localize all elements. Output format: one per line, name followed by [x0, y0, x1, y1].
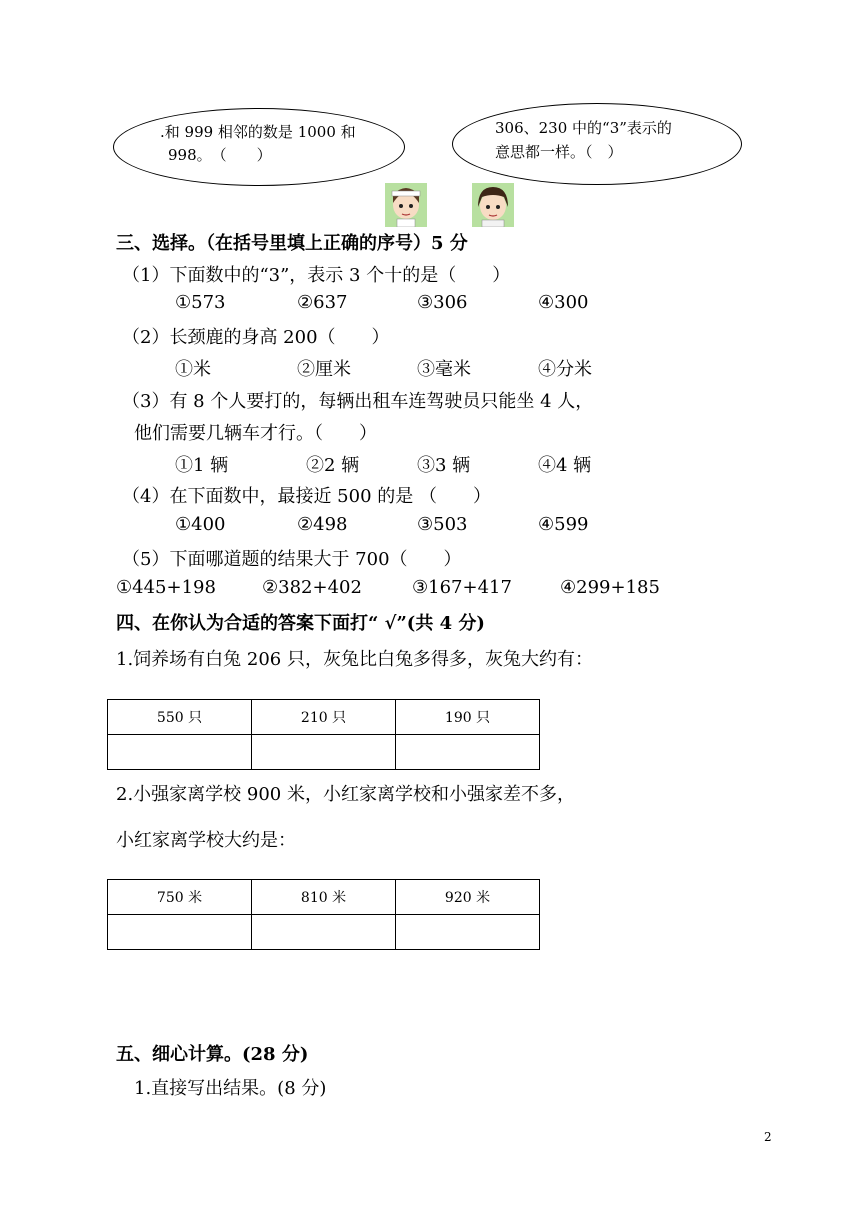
section4-question-2: 2.小强家离学校 900 米，小红家离学校和小强家差不多，	[116, 784, 575, 805]
table2-answer-cell-2[interactable]	[252, 915, 396, 950]
bubble-left-line2: 998。 （ ）	[168, 146, 272, 164]
q1-option-3: ③306	[417, 292, 468, 313]
table2-option-2: 810 米	[252, 880, 396, 915]
q2-option-2: ②厘米	[297, 359, 351, 380]
q3-option-4: ④4 辆	[538, 455, 592, 476]
table1-answer-cell-3[interactable]	[396, 735, 540, 770]
table1-option-1: 550 只	[108, 700, 252, 735]
q3-option-1: ①1 辆	[175, 455, 229, 476]
section3-heading: 三、选择。（在括号里填上正确的序号）5 分	[116, 233, 468, 254]
section5-heading: 五、细心计算。(28 分)	[116, 1044, 309, 1065]
q1-option-4: ④300	[538, 292, 589, 313]
question-3: （3）有 8 个人要打的，每辆出租车连驾驶员只能坐 4 人，	[122, 391, 594, 412]
section4-question-1: 1.饲养场有白兔 206 只，灰兔比白兔多得多，灰兔大约有：	[116, 649, 593, 670]
section4-heading: 四、在你认为合适的答案下面打“ √”(共 4 分)	[116, 613, 485, 634]
q1-option-1: ①573	[175, 292, 226, 313]
q4-option-1: ①400	[175, 514, 226, 535]
section4-question-2-line2: 小红家离学校大约是：	[116, 830, 296, 851]
question-5: （5）下面哪道题的结果大于 700（ ）	[122, 549, 462, 570]
table1-option-2: 210 只	[252, 700, 396, 735]
table1-answer-cell-1[interactable]	[108, 735, 252, 770]
q2-option-3: ③毫米	[417, 359, 471, 380]
table2-option-3: 920 米	[396, 880, 540, 915]
answer-table-1	[107, 699, 540, 770]
q4-option-2: ②498	[297, 514, 348, 535]
boy-avatar-icon	[472, 183, 514, 227]
answer-table-2	[107, 879, 540, 950]
table2-option-1: 750 米	[108, 880, 252, 915]
q5-option-4: ④299+185	[560, 577, 660, 598]
q2-option-4: ④分米	[538, 359, 592, 380]
table1-option-3: 190 只	[396, 700, 540, 735]
q3-option-3: ③3 辆	[417, 455, 471, 476]
q4-option-3: ③503	[417, 514, 468, 535]
table2-answer-cell-3[interactable]	[396, 915, 540, 950]
q5-option-1: ①445+198	[116, 577, 216, 598]
bubble-right-line1: 306、230 中的“3”表示的	[495, 119, 672, 137]
q5-option-3: ③167+417	[412, 577, 512, 598]
question-3-line2: 他们需要几辆车才行。（ ）	[134, 423, 377, 444]
q1-option-2: ②637	[297, 292, 348, 313]
q4-option-4: ④599	[538, 514, 589, 535]
q5-option-2: ②382+402	[262, 577, 362, 598]
girl-avatar-icon	[385, 183, 427, 227]
question-1: （1）下面数中的“3”，表示 3 个十的是（ ）	[122, 265, 511, 286]
table1-answer-cell-2[interactable]	[252, 735, 396, 770]
page-number: 2	[764, 1130, 772, 1144]
table2-answer-cell-1[interactable]	[108, 915, 252, 950]
section5-sub-1: 1.直接写出结果。(8 分)	[134, 1078, 327, 1099]
bubble-left-line1: .和 999 相邻的数是 1000 和	[160, 123, 356, 141]
bubble-right-line2: 意思都一样。（ ）	[495, 143, 623, 161]
q3-option-2: ②2 辆	[306, 455, 360, 476]
question-2: （2）长颈鹿的身高 200（ ）	[122, 327, 390, 348]
question-4: （4）在下面数中，最接近 500 的是 （ ）	[122, 486, 491, 507]
q2-option-1: ①米	[175, 359, 211, 380]
